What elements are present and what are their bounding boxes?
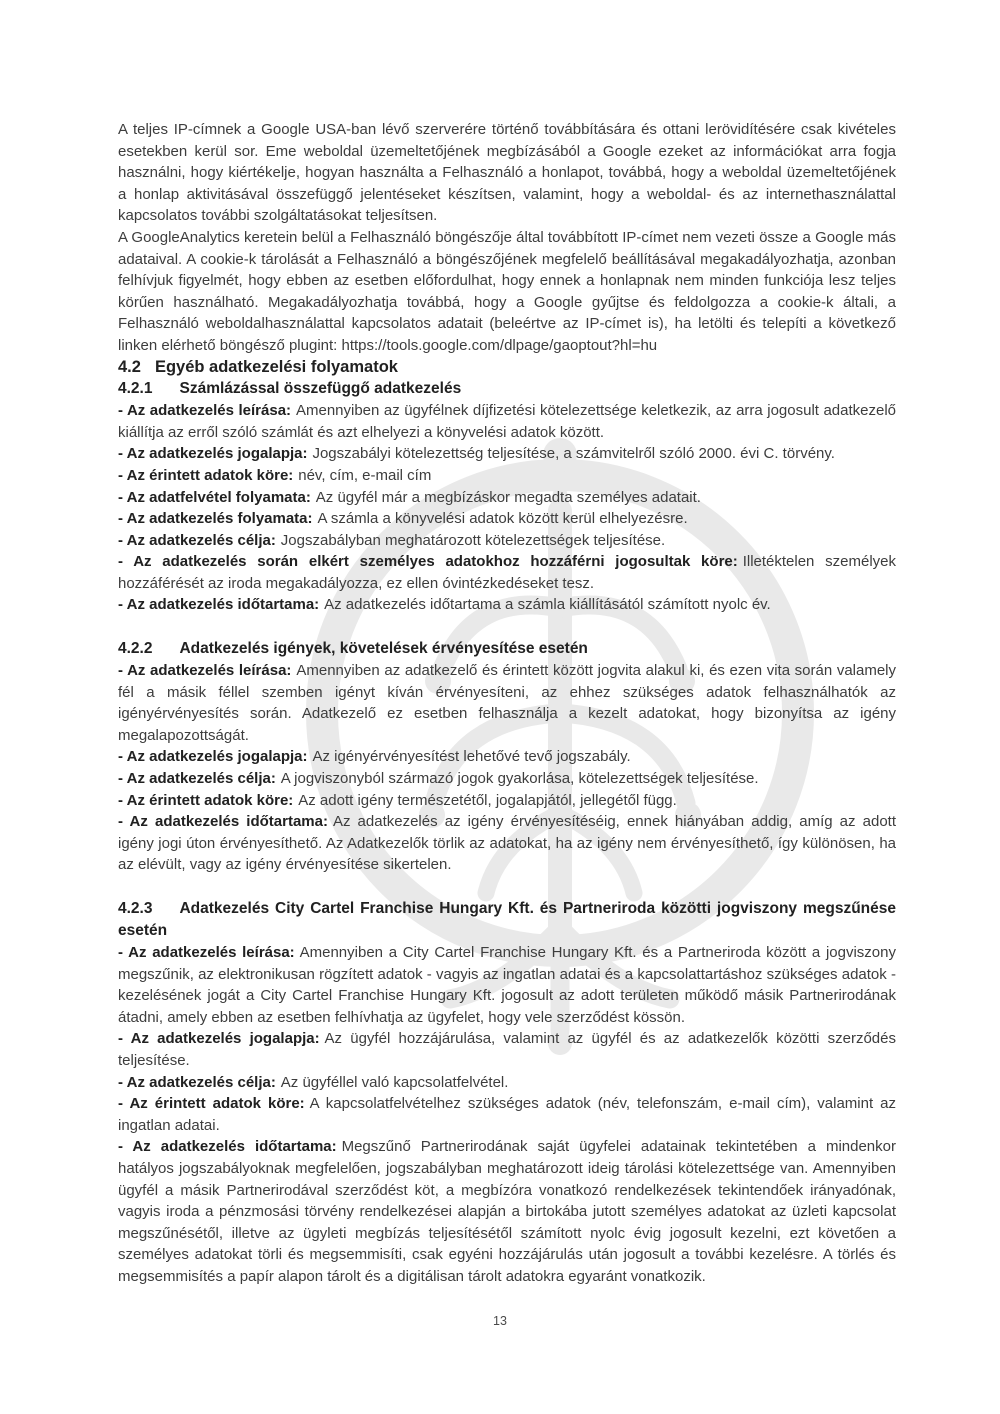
policy-item-text: Az ügyféllel való kapcsolatfelvétel. (280, 1073, 509, 1091)
policy-item (118, 400, 896, 443)
policy-item (118, 1136, 896, 1287)
paragraph: A teljes IP-címnek a Google USA-ban lévő szerverére történő továbbítására és ottani lerövidítésére csak kivételes esetekben kerül sor. Eme weboldal üzemeltetőjének megbízásából a Google ezeket az információkat arra fogja használni, hogy kiértékelje, hogyan használta a Felhasználó a honlapot, továbbá, hogy a weboldal üzemeltetőjének a honlap aktivitásával összefüggő jelentéseket készítsen, valamint, hogy a weboldal- és az internethasználattal kapcsolatos további szolgáltatásokat teljesítsen. (118, 121, 896, 225)
policy-item-label: - Az adatkezelés leírása: (118, 662, 292, 680)
page-number: 13 (493, 1314, 507, 1328)
subsection-title: Számlázással összefüggő adatkezelés (179, 380, 462, 398)
policy-item-label: - Az adatkezelés célja: (118, 1073, 276, 1091)
subsection-number: 4.2.3 (118, 900, 153, 917)
policy-item (118, 443, 896, 465)
policy-item-label: - Az adatkezelés jogalapja: (118, 748, 308, 766)
subsection-number: 4.2.2 (118, 640, 153, 658)
policy-item (118, 487, 896, 509)
policy-item-label: - Az adatkezelés folyamata: (118, 510, 313, 528)
policy-item-label: - Az adatkezelés során elkért személyes adatokhoz hozzáférni jogosultak köre: (118, 553, 738, 571)
subsection-heading-4-2-2 (118, 638, 896, 660)
policy-item (118, 594, 896, 616)
page-content (118, 119, 896, 1288)
policy-item-text: Jogszabályi kötelezettség teljesítése, a számvitelről szóló 2000. évi C. törvény. (312, 445, 835, 463)
subsection-heading-4-2-1 (118, 378, 896, 400)
policy-item (118, 660, 896, 746)
subsection-title: Adatkezelés igények, követelések érvényesítése esetén (179, 640, 588, 658)
policy-item-text: Az adatkezelés időtartama a számla kiállításától számított nyolc év. (324, 596, 771, 614)
policy-item-label: - Az adatkezelés leírása: (118, 944, 295, 961)
section-title: Egyéb adatkezelési folyamatok (154, 357, 398, 376)
policy-item-text: Megszűnő Partnerirodának saját ügyfelei adatainak tekintetében a mindenkor hatályos jogszabályoknak megfelelően, jogszabályban meghatározott ideig tárolási kötelezettsége van. Amennyiben ügyfél a másik Partnerirodával szerződést köt, a megbízóra vonatkozó rendelkezések tekintendőek irányadónak, vagyis iroda a pénzmosási törvény rendelkezései alapján a birtokába jutott személyes adatokat az üzleti kapcsolat megszűnésétől, illetve az ügyleti megbízás teljesítésétől számított nyolc évig jogosult kezelni, ezt követően a személyes adatokat törli és megsemmisíti, csak egyéni hozzájárulás után jogosult a további kezelésre. A törlés és megsemmisítés a papír alapon tárolt és a digitálisan tárolt adatokra egyaránt vonatkozik. (118, 1138, 896, 1285)
policy-item-label: - Az adatkezelés időtartama: (118, 596, 320, 614)
policy-item-label: - Az adatkezelés jogalapja: (118, 445, 308, 463)
policy-item-text: Jogszabályban meghatározott kötelezettségek teljesítése. (280, 531, 666, 549)
policy-item-label: - Az adatkezelés leírása: (118, 402, 292, 420)
subsection-number: 4.2.1 (118, 380, 153, 398)
policy-item-label: - Az érintett adatok köre: (118, 1095, 305, 1113)
policy-item-label: - Az érintett adatok köre: (118, 466, 294, 484)
policy-item (118, 942, 896, 1028)
policy-item-text: Az ügyfél hozzájárulása, valamint az ügyfél és az adatkezelők közötti szerződés teljesítése. (118, 1030, 896, 1069)
policy-item (118, 508, 896, 530)
paragraph: A GoogleAnalytics keretein belül a Felhasználó böngészője által továbbított IP-címet nem vezeti össze a Google más adataival. A cookie-k tárolását a Felhasználó a böngészőjének megfelelő beállításával megakadályozhatja, azonban felhívjuk figyelmét, hogy ebben az esetben előfordulhat, hogy ennek a honlapnak nem minden funkciója lesz teljes körűen használható. Megakadályozhatja továbbá, hogy a Google gyűjtse és feldolgozza a cookie-k általi, a Felhasználó weboldalhasználattal kapcsolatos adatait (beleértve az IP-címet is), ha letölti és telepíti a következő linken elérhető böngésző plugint: https://tools.google.com/dlpage/gaoptout?hl=hu (118, 228, 896, 354)
policy-item-label: - Az adatfelvétel folyamata: (118, 488, 311, 506)
policy-item (118, 790, 896, 812)
policy-item-label: - Az adatkezelés célja: (118, 770, 276, 788)
policy-item (118, 811, 896, 876)
policy-item-text: Amennyiben az ügyfélnek díjfizetési kötelezettsége keletkezik, az arra jogosult adatkezelő kiállítja az erről szóló számlát és azt elhelyezi a könyvelési adatok között. (118, 402, 897, 441)
policy-item-text: A kapcsolatfelvételhez szükséges adatok (név, telefonszám, e-mail cím), valamint az ingatlan adatai. (118, 1095, 896, 1134)
policy-item-label: - Az adatkezelés időtartama: (118, 1138, 337, 1156)
policy-item (118, 1093, 896, 1136)
policy-item-label: - Az adatkezelés jogalapja: (118, 1030, 320, 1048)
policy-item (118, 465, 896, 487)
policy-item (118, 1028, 896, 1071)
policy-item-text: Amennyiben az adatkezelő és érintett között jogvita alakul ki, és ezen vita során valamely fél a másik féllel szemben igényt kíván érvényesíteni, az ehhez szükséges adatok felhasználhatók az igényérvényesítés során. Adatkezelő ez esetben felhasználja a kezelt adatokat, hogy bizonyítsa az igény megalapozottságát. (118, 662, 897, 744)
section-number: 4.2 (118, 357, 141, 376)
section-heading-4-2 (118, 357, 896, 379)
policy-item (118, 746, 896, 768)
policy-item-text: Az ügyfél már a megbízáskor megadta személyes adatait. (315, 488, 701, 506)
policy-item-label: - Az adatkezelés célja: (118, 531, 276, 549)
subsection-title: Adatkezelés City Cartel Franchise Hungary Kft. és Partneriroda közötti jogviszony megszűnése esetén (118, 900, 896, 939)
policy-item-text: Amennyiben a City Cartel Franchise Hungary Kft. és a Partneriroda között a jogviszony megszűnik, az elektronikusan rögzített adatok - vagyis az ingatlan adatai és a kapcsolattartáshoz szükséges adatok - kezelésének jogát a City Cartel Franchise Hungary Kft. jogosult az adott területen működő másik Partnerirodának átadni, amely ebben az esetben felhívhatja az ügyfelet, hogy vele szerződést kössön. (118, 944, 896, 1026)
policy-item-label: - Az adatkezelés időtartama: (118, 813, 328, 831)
policy-item (118, 768, 896, 790)
policy-item-text: név, cím, e-mail cím (298, 466, 432, 484)
subsection-heading-4-2-3 (118, 898, 896, 942)
policy-item-text: A jogviszonyból származó jogok gyakorlása, kötelezettségek teljesítése. (280, 770, 759, 788)
policy-item-text: A számla a könyvelési adatok között kerül elhelyezésre. (317, 510, 688, 528)
policy-item-text: Az igényérvényesítést lehetővé tevő jogszabály. (312, 748, 631, 766)
policy-item (118, 530, 896, 552)
policy-item (118, 551, 896, 594)
policy-item-text: Az adott igény természetétől, jogalapjától, jellegétől függ. (298, 791, 677, 809)
policy-item-text: Illetéktelen személyek hozzáférését az iroda megakadályozza, ez ellen óvintézkedéseket tesz. (118, 553, 897, 592)
policy-item-text: Az adatkezelés az igény érvényesítéséig, ennek hiányában addig, amíg az adott igény jogi úton érvényesíthető. Az Adatkezelők törlik az adatokat, ha az igény nem érvényesíthető, így különösen, ha az elévült, vagy az igény érvényesítése sikertelen. (118, 813, 896, 874)
policy-item (118, 1072, 896, 1094)
policy-item-label: - Az érintett adatok köre: (118, 791, 294, 809)
